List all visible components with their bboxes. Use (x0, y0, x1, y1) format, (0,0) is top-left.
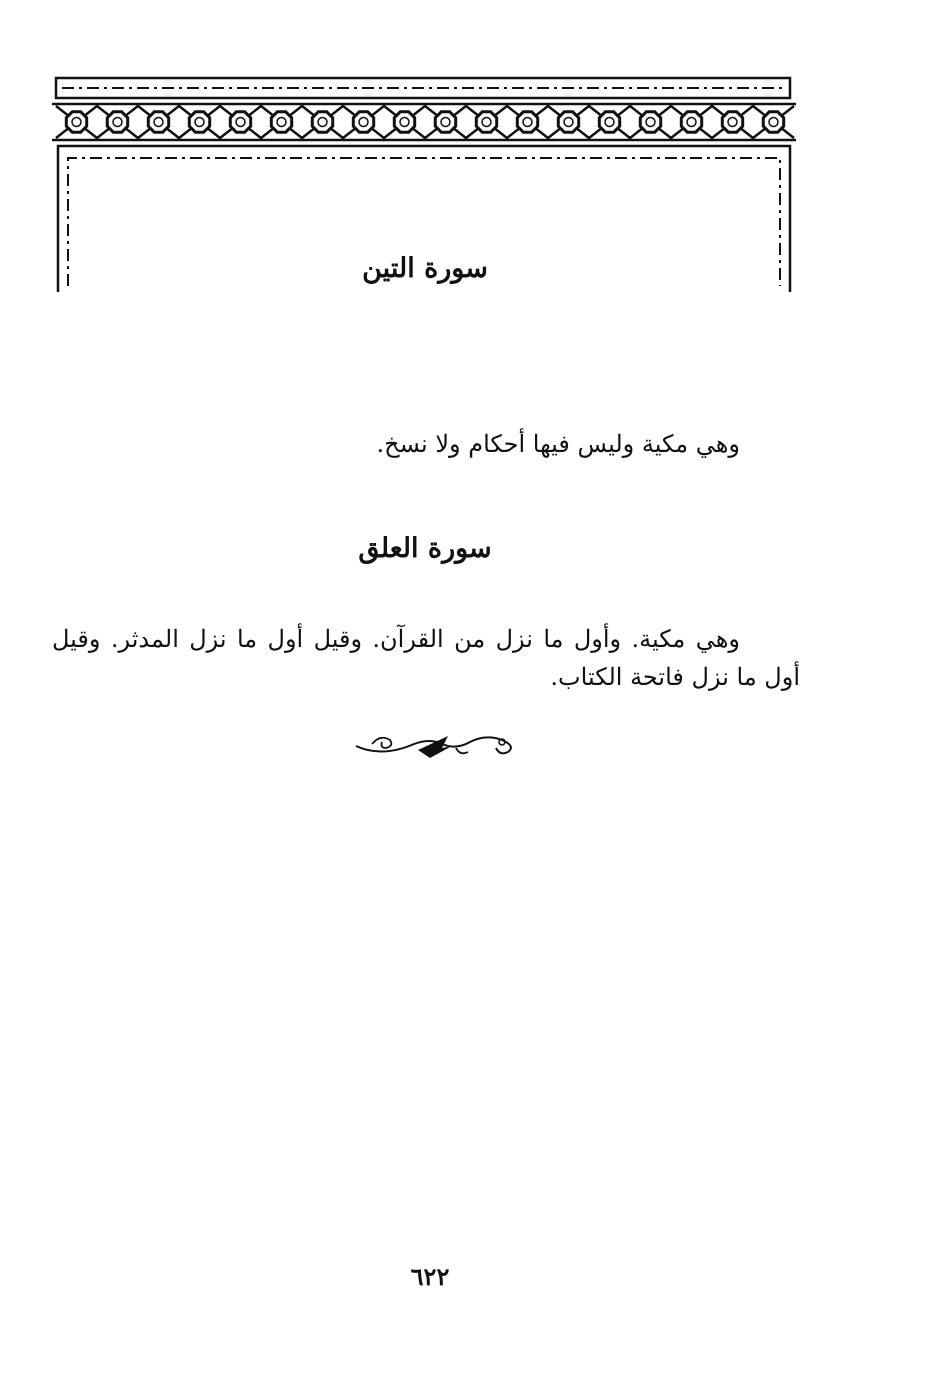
section-title-al-tin: سورة التين (362, 253, 488, 284)
section-text-al-alaq: وهي مكية. وأول ما نزل من القرآن. وقيل أول ما نزل المدثر. وقيل أول ما نزل فاتحة الكتاب. (52, 625, 800, 691)
page-number: ٦٢٢ (410, 1262, 450, 1291)
section-title-al-alaq: سورة العلق (358, 533, 492, 564)
floral-flourish-ornament-icon (352, 728, 520, 760)
section-text-al-tin: وهي مكية وليس فيها أحكام ولا نسخ. (376, 430, 740, 458)
